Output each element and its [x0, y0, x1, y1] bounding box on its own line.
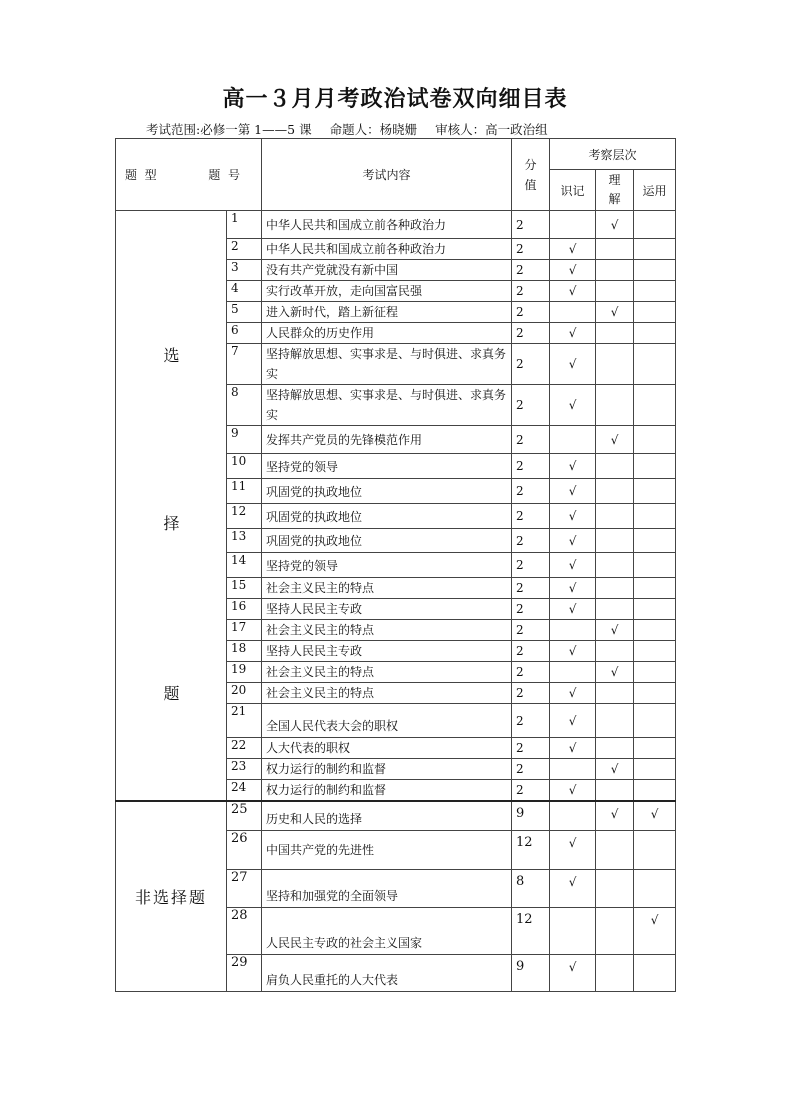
question-content: 坚持解放思想、实事求是、与时俱进、求真务实 — [262, 385, 512, 426]
question-content: 没有共产党就没有新中国 — [262, 260, 512, 281]
apply-mark — [634, 738, 676, 759]
apply-mark — [634, 260, 676, 281]
question-score: 2 — [512, 738, 550, 759]
apply-mark — [634, 683, 676, 704]
question-score: 2 — [512, 529, 550, 553]
header-recall: 识记 — [550, 170, 596, 211]
recall-mark — [550, 344, 596, 385]
understand-mark — [596, 620, 634, 641]
question-content: 社会主义民主的特点 — [262, 620, 512, 641]
check-mark: √ — [610, 305, 619, 319]
header-understand-text: 理解 — [608, 173, 621, 206]
apply-mark — [634, 801, 676, 830]
check-mark: √ — [568, 959, 577, 974]
question-score: 2 — [512, 281, 550, 302]
question-score: 2 — [512, 479, 550, 504]
apply-mark — [634, 281, 676, 302]
check-mark: √ — [568, 713, 577, 728]
question-number: 14 — [227, 553, 262, 578]
type-cell-non-choice: 非选择题 — [116, 801, 227, 991]
understand-mark — [596, 529, 634, 553]
check-mark: √ — [568, 509, 577, 523]
page-title: 高一３月月考政治试卷双向细目表 — [222, 86, 568, 112]
recall-mark — [550, 553, 596, 578]
question-content: 坚持人民民主专政 — [262, 599, 512, 620]
question-number: 12 — [227, 504, 262, 529]
apply-mark — [634, 641, 676, 662]
recall-mark — [550, 323, 596, 344]
question-number: 29 — [227, 954, 262, 991]
check-mark: √ — [610, 807, 619, 821]
question-score: 2 — [512, 553, 550, 578]
apply-mark — [634, 620, 676, 641]
understand-mark — [596, 479, 634, 504]
header-score-text: 分值 — [524, 157, 537, 192]
question-number: 6 — [227, 323, 262, 344]
recall-mark — [550, 385, 596, 426]
check-mark: √ — [568, 398, 577, 412]
check-mark: √ — [650, 912, 659, 927]
recall-mark — [550, 426, 596, 454]
header-understand — [596, 170, 634, 211]
header-score — [512, 139, 550, 211]
understand-mark — [596, 323, 634, 344]
understand-mark — [596, 599, 634, 620]
question-score: 2 — [512, 759, 550, 780]
question-score: 12 — [512, 830, 550, 869]
recall-mark — [550, 780, 596, 802]
question-number: 23 — [227, 759, 262, 780]
question-score: 2 — [512, 426, 550, 454]
type-label-xuan: 选 — [163, 346, 180, 365]
apply-mark — [634, 907, 676, 954]
recall-mark — [550, 830, 596, 869]
check-mark: √ — [568, 357, 577, 371]
exam-reviewer: 审核人：高一政治组 — [435, 122, 548, 137]
question-score: 2 — [512, 683, 550, 704]
question-number: 24 — [227, 780, 262, 802]
exam-scope: 考试范围:必修一第 1——5 课 — [146, 122, 312, 137]
question-content: 发挥共产党员的先锋模范作用 — [262, 426, 512, 454]
header-levels: 考察层次 — [550, 139, 676, 170]
question-number: 17 — [227, 620, 262, 641]
question-number: 28 — [227, 907, 262, 954]
check-mark: √ — [568, 874, 577, 889]
understand-mark — [596, 801, 634, 830]
apply-mark — [634, 578, 676, 599]
recall-mark — [550, 620, 596, 641]
question-score: 2 — [512, 302, 550, 323]
understand-mark — [596, 426, 634, 454]
question-score: 2 — [512, 641, 550, 662]
recall-mark — [550, 704, 596, 738]
question-score: 2 — [512, 239, 550, 260]
check-mark: √ — [568, 242, 577, 256]
recall-mark — [550, 641, 596, 662]
question-score: 2 — [512, 599, 550, 620]
question-content: 坚持党的领导 — [262, 553, 512, 578]
question-content: 权力运行的制约和监督 — [262, 780, 512, 802]
question-score: 2 — [512, 578, 550, 599]
check-mark: √ — [568, 263, 577, 277]
recall-mark — [550, 907, 596, 954]
apply-mark — [634, 759, 676, 780]
question-number: 11 — [227, 479, 262, 504]
recall-mark — [550, 738, 596, 759]
question-score: 2 — [512, 454, 550, 479]
header-apply: 运用 — [634, 170, 676, 211]
specification-table — [115, 138, 676, 992]
question-score: 2 — [512, 620, 550, 641]
type-label-ti: 题 — [163, 684, 180, 703]
question-content: 社会主义民主的特点 — [262, 578, 512, 599]
header-content: 考试内容 — [262, 139, 512, 211]
question-score: 9 — [512, 801, 550, 830]
check-mark: √ — [568, 581, 577, 595]
recall-mark — [550, 211, 596, 239]
understand-mark — [596, 504, 634, 529]
question-content: 巩固党的执政地位 — [262, 504, 512, 529]
understand-mark — [596, 954, 634, 991]
understand-mark — [596, 759, 634, 780]
check-mark: √ — [568, 741, 577, 755]
recall-mark — [550, 260, 596, 281]
question-content: 全国人民代表大会的职权 — [262, 704, 512, 738]
question-number: 18 — [227, 641, 262, 662]
check-mark: √ — [568, 484, 577, 498]
recall-mark — [550, 302, 596, 323]
question-score: 2 — [512, 211, 550, 239]
question-number: 1 — [227, 211, 262, 239]
apply-mark — [634, 385, 676, 426]
check-mark: √ — [568, 459, 577, 473]
table-row — [116, 801, 676, 830]
recall-mark — [550, 479, 596, 504]
apply-mark — [634, 599, 676, 620]
apply-mark — [634, 344, 676, 385]
header-number: 题 号 — [208, 168, 241, 182]
question-content: 社会主义民主的特点 — [262, 683, 512, 704]
question-content: 历史和人民的选择 — [262, 801, 512, 830]
check-mark: √ — [610, 217, 619, 232]
understand-mark — [596, 830, 634, 869]
recall-mark — [550, 529, 596, 553]
check-mark: √ — [568, 644, 577, 658]
understand-mark — [596, 907, 634, 954]
question-content: 中华人民共和国成立前各种政治力 — [262, 239, 512, 260]
apply-mark — [634, 869, 676, 907]
header-type-number-cell — [116, 139, 262, 211]
question-number: 8 — [227, 385, 262, 426]
recall-mark — [550, 454, 596, 479]
recall-mark — [550, 759, 596, 780]
question-score: 12 — [512, 907, 550, 954]
question-number: 20 — [227, 683, 262, 704]
apply-mark — [634, 504, 676, 529]
question-number: 26 — [227, 830, 262, 869]
question-score: 2 — [512, 780, 550, 802]
question-score: 9 — [512, 954, 550, 991]
apply-mark — [634, 239, 676, 260]
type-cell-choice — [116, 211, 227, 802]
question-number: 22 — [227, 738, 262, 759]
understand-mark — [596, 385, 634, 426]
question-number: 4 — [227, 281, 262, 302]
recall-mark — [550, 869, 596, 907]
question-number: 19 — [227, 662, 262, 683]
question-content: 进入新时代，踏上新征程 — [262, 302, 512, 323]
question-content: 人民民主专政的社会主义国家 — [262, 907, 512, 954]
apply-mark — [634, 479, 676, 504]
understand-mark — [596, 780, 634, 802]
check-mark: √ — [568, 602, 577, 616]
recall-mark — [550, 504, 596, 529]
recall-mark — [550, 281, 596, 302]
understand-mark — [596, 211, 634, 239]
question-number: 3 — [227, 260, 262, 281]
understand-mark — [596, 281, 634, 302]
check-mark: √ — [568, 326, 577, 340]
check-mark: √ — [650, 807, 659, 821]
question-number: 27 — [227, 869, 262, 907]
question-number: 25 — [227, 801, 262, 830]
question-content: 坚持党的领导 — [262, 454, 512, 479]
question-content: 中华人民共和国成立前各种政治力 — [262, 211, 512, 239]
exam-meta-line — [146, 120, 562, 138]
question-number: 13 — [227, 529, 262, 553]
recall-mark — [550, 599, 596, 620]
recall-mark — [550, 954, 596, 991]
question-score: 2 — [512, 385, 550, 426]
exam-author: 命题人：杨晓姗 — [329, 122, 418, 137]
check-mark: √ — [568, 835, 577, 850]
question-number: 7 — [227, 344, 262, 385]
recall-mark — [550, 578, 596, 599]
question-score: 2 — [512, 323, 550, 344]
question-number: 10 — [227, 454, 262, 479]
question-number: 16 — [227, 599, 262, 620]
question-content: 坚持和加强党的全面领导 — [262, 869, 512, 907]
understand-mark — [596, 553, 634, 578]
apply-mark — [634, 426, 676, 454]
understand-mark — [596, 738, 634, 759]
table-body — [116, 211, 676, 992]
apply-mark — [634, 780, 676, 802]
understand-mark — [596, 662, 634, 683]
question-number: 9 — [227, 426, 262, 454]
question-content: 中国共产党的先进性 — [262, 830, 512, 869]
apply-mark — [634, 704, 676, 738]
understand-mark — [596, 869, 634, 907]
apply-mark — [634, 211, 676, 239]
question-score: 2 — [512, 662, 550, 683]
check-mark: √ — [568, 558, 577, 572]
understand-mark — [596, 683, 634, 704]
apply-mark — [634, 954, 676, 991]
check-mark: √ — [568, 284, 577, 298]
apply-mark — [634, 662, 676, 683]
recall-mark — [550, 662, 596, 683]
question-content: 坚持解放思想、实事求是、与时俱进、求真务实 — [262, 344, 512, 385]
question-content: 肩负人民重托的人大代表 — [262, 954, 512, 991]
understand-mark — [596, 302, 634, 323]
check-mark: √ — [568, 533, 577, 548]
understand-mark — [596, 704, 634, 738]
question-number: 5 — [227, 302, 262, 323]
check-mark: √ — [610, 762, 619, 776]
question-content: 人大代表的职权 — [262, 738, 512, 759]
understand-mark — [596, 260, 634, 281]
question-content: 巩固党的执政地位 — [262, 529, 512, 553]
question-score: 2 — [512, 504, 550, 529]
header-type: 题 型 — [124, 168, 157, 182]
understand-mark — [596, 344, 634, 385]
question-score: 2 — [512, 344, 550, 385]
question-score: 2 — [512, 704, 550, 738]
question-content: 权力运行的制约和监督 — [262, 759, 512, 780]
apply-mark — [634, 454, 676, 479]
question-number: 15 — [227, 578, 262, 599]
check-mark: √ — [610, 432, 619, 447]
type-label-ze: 择 — [163, 514, 180, 533]
apply-mark — [634, 302, 676, 323]
question-content: 实行改革开放，走向国富民强 — [262, 281, 512, 302]
question-content: 人民群众的历史作用 — [262, 323, 512, 344]
understand-mark — [596, 239, 634, 260]
apply-mark — [634, 323, 676, 344]
question-score: 8 — [512, 869, 550, 907]
question-content: 巩固党的执政地位 — [262, 479, 512, 504]
question-content: 社会主义民主的特点 — [262, 662, 512, 683]
check-mark: √ — [610, 665, 619, 679]
check-mark: √ — [610, 623, 619, 637]
recall-mark — [550, 239, 596, 260]
check-mark: √ — [568, 783, 577, 797]
understand-mark — [596, 578, 634, 599]
understand-mark — [596, 454, 634, 479]
check-mark: √ — [568, 686, 577, 700]
apply-mark — [634, 830, 676, 869]
table-row — [116, 211, 676, 239]
question-content: 坚持人民民主专政 — [262, 641, 512, 662]
recall-mark — [550, 683, 596, 704]
question-score: 2 — [512, 260, 550, 281]
apply-mark — [634, 553, 676, 578]
apply-mark — [634, 529, 676, 553]
question-number: 2 — [227, 239, 262, 260]
understand-mark — [596, 641, 634, 662]
question-number: 21 — [227, 704, 262, 738]
recall-mark — [550, 801, 596, 830]
